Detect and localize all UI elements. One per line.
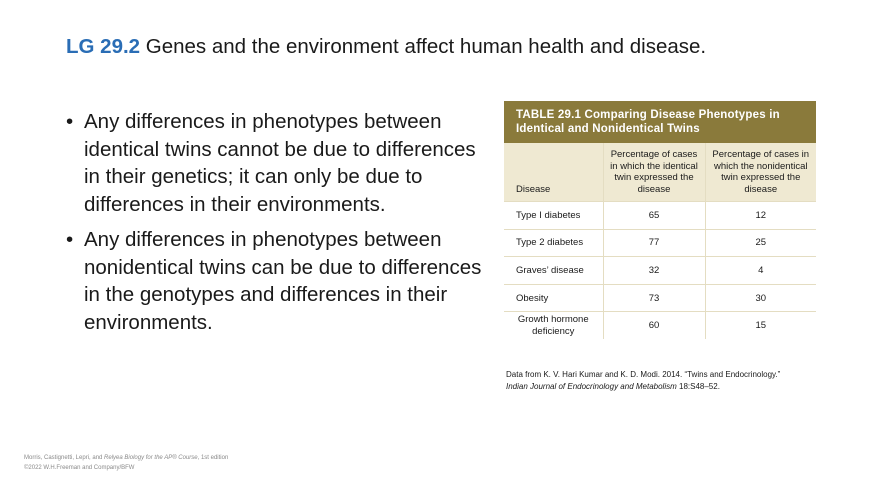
table-source-note: [506, 369, 836, 393]
cell-identical: 77: [603, 229, 705, 257]
table-title-line2: Identical and Nonidentical Twins: [516, 123, 700, 135]
bullet-symbol: •: [66, 110, 74, 133]
slide-title-text: Genes and the environment affect human health and disease.: [140, 35, 707, 58]
cell-nonidentical: 30: [705, 284, 816, 312]
bullet-item: [66, 108, 486, 218]
cell-nonidentical: 25: [705, 229, 816, 257]
table-title-line1: TABLE 29.1 Comparing Disease Phenotypes in: [516, 109, 780, 121]
table-header-row: [504, 143, 816, 202]
cell-identical: 73: [603, 284, 705, 312]
cell-nonidentical: 15: [705, 312, 816, 339]
cell-nonidentical: 4: [705, 257, 816, 285]
table-row: [504, 312, 816, 339]
bullet-symbol: •: [66, 228, 74, 251]
table-row: [504, 229, 816, 257]
bullet-text: Any differences in phenotypes between nonidentical twins can be due to differences in the genotypes and differences in their environments.: [84, 228, 482, 334]
source-prefix: Data from K. V. Hari Kumar and K. D. Modi. 2014. “Twins and Endocrinology.”: [506, 370, 781, 379]
cell-identical: 65: [603, 202, 705, 230]
cell-nonidentical: 12: [705, 202, 816, 230]
bullet-text: Any differences in phenotypes between identical twins cannot be due to differences in their genetics; it can only be due to differences in their environments.: [84, 110, 476, 216]
slide-title: [66, 33, 766, 61]
cell-disease: Type I diabetes: [504, 202, 603, 230]
footer-edition: , 1st edition: [197, 455, 229, 461]
footer-prefix: Morris, Castignetti, Lepri, and: [24, 455, 105, 461]
cell-disease: Type 2 diabetes: [504, 229, 603, 257]
cell-identical: 32: [603, 257, 705, 285]
table-title: [504, 101, 816, 143]
bullet-item: [66, 226, 486, 336]
learning-goal-code: LG 29.2: [66, 35, 141, 58]
source-journal: Indian Journal of Endocrinology and Metabolism: [506, 382, 677, 391]
cell-identical: 60: [603, 312, 705, 339]
table-row: [504, 257, 816, 285]
column-header-disease: Disease: [504, 143, 603, 202]
bullet-list: [66, 108, 486, 344]
copyright-footer: [24, 453, 324, 473]
source-suffix: 18:S48–52.: [676, 382, 720, 391]
table-row: [504, 284, 816, 312]
cell-disease: Obesity: [504, 284, 603, 312]
column-header-nonidentical: Percentage of cases in which the nonidentical twin expressed the disease: [705, 143, 816, 202]
table-row: [504, 202, 816, 230]
cell-disease: Growth hormone deficiency: [504, 312, 603, 339]
disease-table: [504, 101, 816, 339]
cell-disease: Graves’ disease: [504, 257, 603, 285]
footer-copyright: ©2022 W.H.Freeman and Company/BFW: [24, 465, 135, 471]
footer-book-title: Relyea Biology for the AP® Course: [104, 455, 198, 461]
data-table: [504, 143, 816, 339]
column-header-identical: Percentage of cases in which the identical twin expressed the disease: [603, 143, 705, 202]
